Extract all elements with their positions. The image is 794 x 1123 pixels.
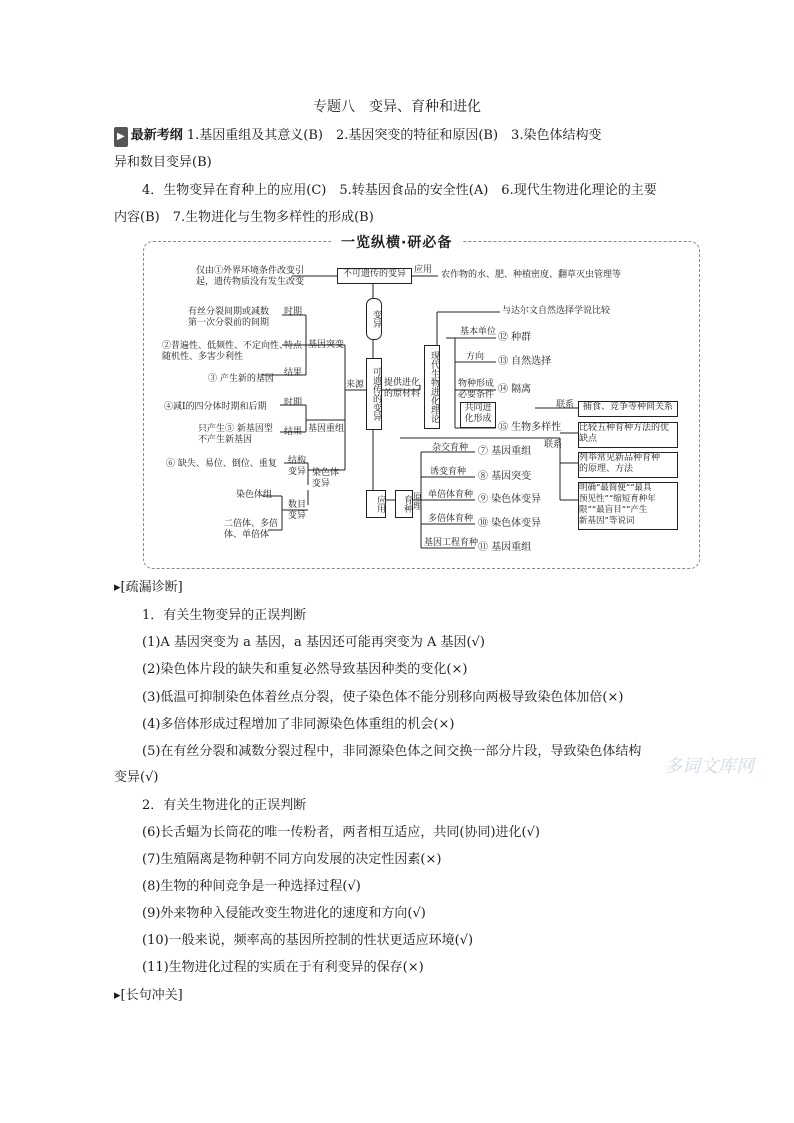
node-heritable: 可遗传的变异 <box>366 358 382 430</box>
answer-biodiversity: ⑮ 生物多样性 <box>498 422 562 433</box>
item-8: (8)生物的种间竞争是一种选择过程(√) <box>142 879 361 894</box>
label-result-1: 结果 <box>284 368 303 378</box>
node-chromosome-variation: 染色体 变异 <box>312 468 340 489</box>
heading-variation: 1．有关生物变异的正误判断 <box>142 608 307 623</box>
answer-natural-selection: ⑬ 自然选择 <box>498 356 552 367</box>
label-raw-material: 提供进化 的原材料 <box>384 378 421 399</box>
concept-map-title: 一览纵横·研必备 <box>331 232 462 252</box>
label-period-2: 时期 <box>284 398 303 408</box>
item-3: (3)低温可抑制染色体着丝点分裂，使子染色体不能分别移向两极导致染色体加倍(×) <box>142 690 624 705</box>
item-2: (2)染色体片段的缺失和重复必然导致基因种类的变化(×) <box>142 662 468 677</box>
node-structure-types: ⑥ 缺失、易位、倒位、重复 <box>166 459 277 469</box>
node-gene-mutation: 基因突变 <box>308 340 345 350</box>
item-4: (4)多倍体形成过程增加了非同源染色体重组的机会(×) <box>142 717 455 732</box>
node-variation: 变异 <box>366 298 382 340</box>
node-application: 应用 <box>366 490 386 518</box>
node-coevolution: 共同进 化形成 <box>460 402 496 428</box>
node-compare-breeding: 比较五种育种方法的优 缺点 <box>578 422 678 448</box>
label-structure-variation: 结构 变异 <box>288 456 307 477</box>
node-chromosome-set: 染色体组 <box>236 490 273 500</box>
label-link-1: 联系 <box>556 400 575 410</box>
item-6: (6)长舌蝠为长筒花的唯一传粉者，两者相互适应，共同(协同)进化(√) <box>142 825 540 840</box>
node-modern-evolution-theory: 现代生物进化理论 <box>424 345 440 429</box>
item-5: (5)在有丝分裂和减数分裂过程中，非同源染色体之间交换一部分片段，导致染色体结构 <box>142 744 642 759</box>
label-polyploid-breeding: 多倍体育种 <box>428 514 474 524</box>
answer-haploid: ⑨ 染色体变异 <box>478 494 542 505</box>
label-result-2: 结果 <box>284 427 303 437</box>
label-features: 特点 <box>284 341 303 351</box>
item-9: (9)外来物种入侵能改变生物进化的速度和方向(√) <box>142 906 426 921</box>
node-recombination-period: ④减Ⅰ的四分体时期和后期 <box>164 402 267 412</box>
answer-polyploid: ⑩ 染色体变异 <box>478 518 542 529</box>
section-diagnosis-label: ▸[疏漏诊断] <box>114 580 183 595</box>
node-non-heritable: 不可遗传的变异 <box>337 268 412 284</box>
item-5-cont: 变异(√) <box>114 770 159 785</box>
node-mutation-features: ②普遍性、低频性、不定向性、 随机性、多害少利性 <box>162 341 289 362</box>
label-period-1: 时期 <box>284 307 303 317</box>
answer-isolation: ⑭ 隔离 <box>498 384 532 395</box>
label-direction: 方向 <box>466 352 485 362</box>
syllabus-icon: ▶ <box>114 127 128 147</box>
watermark: 多词文库网 <box>664 756 754 777</box>
label-cross-breeding: 杂交育种 <box>432 443 469 453</box>
answer-mutation: ⑧ 基因突变 <box>478 471 532 482</box>
node-mutation-period: 有丝分裂间期或减数 第一次分裂前的间期 <box>188 307 270 328</box>
item-7: (7)生殖隔离是物种朝不同方向发展的决定性因素(×) <box>142 852 442 867</box>
node-darwin-compare: 与达尔文自然选择学说比较 <box>502 306 611 316</box>
node-non-heritable-cause: 仅由①外界环境条件改变引 起，遗传物质没有发生改变 <box>196 266 305 287</box>
answer-population: ⑫ 种群 <box>498 332 532 343</box>
syllabus-label: 最新考纲 <box>130 128 183 143</box>
answer-genetic-engineering: ⑪ 基因重组 <box>478 542 532 553</box>
node-ploidy: 二倍体、多倍 体、单倍体 <box>224 519 279 540</box>
label-haploid-breeding: 单倍体育种 <box>428 490 474 500</box>
node-breeding: 育种 <box>395 490 413 518</box>
answer-cross: ⑦ 基因重组 <box>478 446 532 457</box>
label-source: 来源 <box>346 380 365 390</box>
node-farming: 农作物的水、肥、种植密度、翻草灭虫管理等 <box>441 270 622 280</box>
node-recombination-result: 只产生⑤ 新基因型 不产生新基因 <box>198 424 273 445</box>
label-number-variation: 数目 变异 <box>288 500 307 521</box>
label-link-2: 联系 <box>544 440 563 450</box>
heading-evolution: 2．有关生物进化的正误判断 <box>142 798 307 813</box>
node-gene-recombination: 基因重组 <box>308 424 345 434</box>
syllabus-text-1: 1.基因重组及其意义(B) 2.基因突变的特征和原因(B) 3.染色体结构变 <box>186 128 602 143</box>
node-application-label: 应用 <box>414 265 433 275</box>
label-mutation-breeding: 诱变育种 <box>430 467 467 477</box>
syllabus-line-4: 内容(B) 7.生物进化与生物多样性的形成(B) <box>114 210 374 225</box>
item-10: (10)一般来说，频率高的基因所控制的性状更适应环境(√) <box>142 933 474 948</box>
node-list-breeding: 列举常见新品种育种 的原理、方法 <box>578 452 678 478</box>
node-interspecies: 捕食、竞争等种间关系 <box>578 401 678 417</box>
section-long-sentence-label: ▸[长句冲关] <box>114 988 183 1003</box>
node-mutation-result: ③ 产生新的基因 <box>208 374 274 384</box>
node-keywords: 明确“最简便”“最具 预见性”“缩短育种年 限”“最盲目”“产生 新基因”等说词 <box>578 482 678 530</box>
syllabus-line-3: 4．生物变异在育种上的应用(C) 5.转基因食品的安全性(A) 6.现代生物进化理论的主要 <box>142 183 657 198</box>
item-1: (1)A 基因突变为 a 基因，a 基因还可能再突变为 A 基因(√) <box>142 635 485 650</box>
syllabus-line-2: 异和数目变异(B) <box>114 155 212 170</box>
label-genetic-engineering: 基因工程育种 <box>424 538 479 548</box>
label-principle: 原理 <box>411 492 421 510</box>
label-speciation-condition: 物种形成 必要条件 <box>458 379 495 400</box>
page-title: 专题八 变异、育种和进化 <box>313 99 481 115</box>
item-11: (11)生物进化过程的实质在于有利变异的保存(×) <box>142 960 424 975</box>
label-basic-unit: 基本单位 <box>460 327 497 337</box>
